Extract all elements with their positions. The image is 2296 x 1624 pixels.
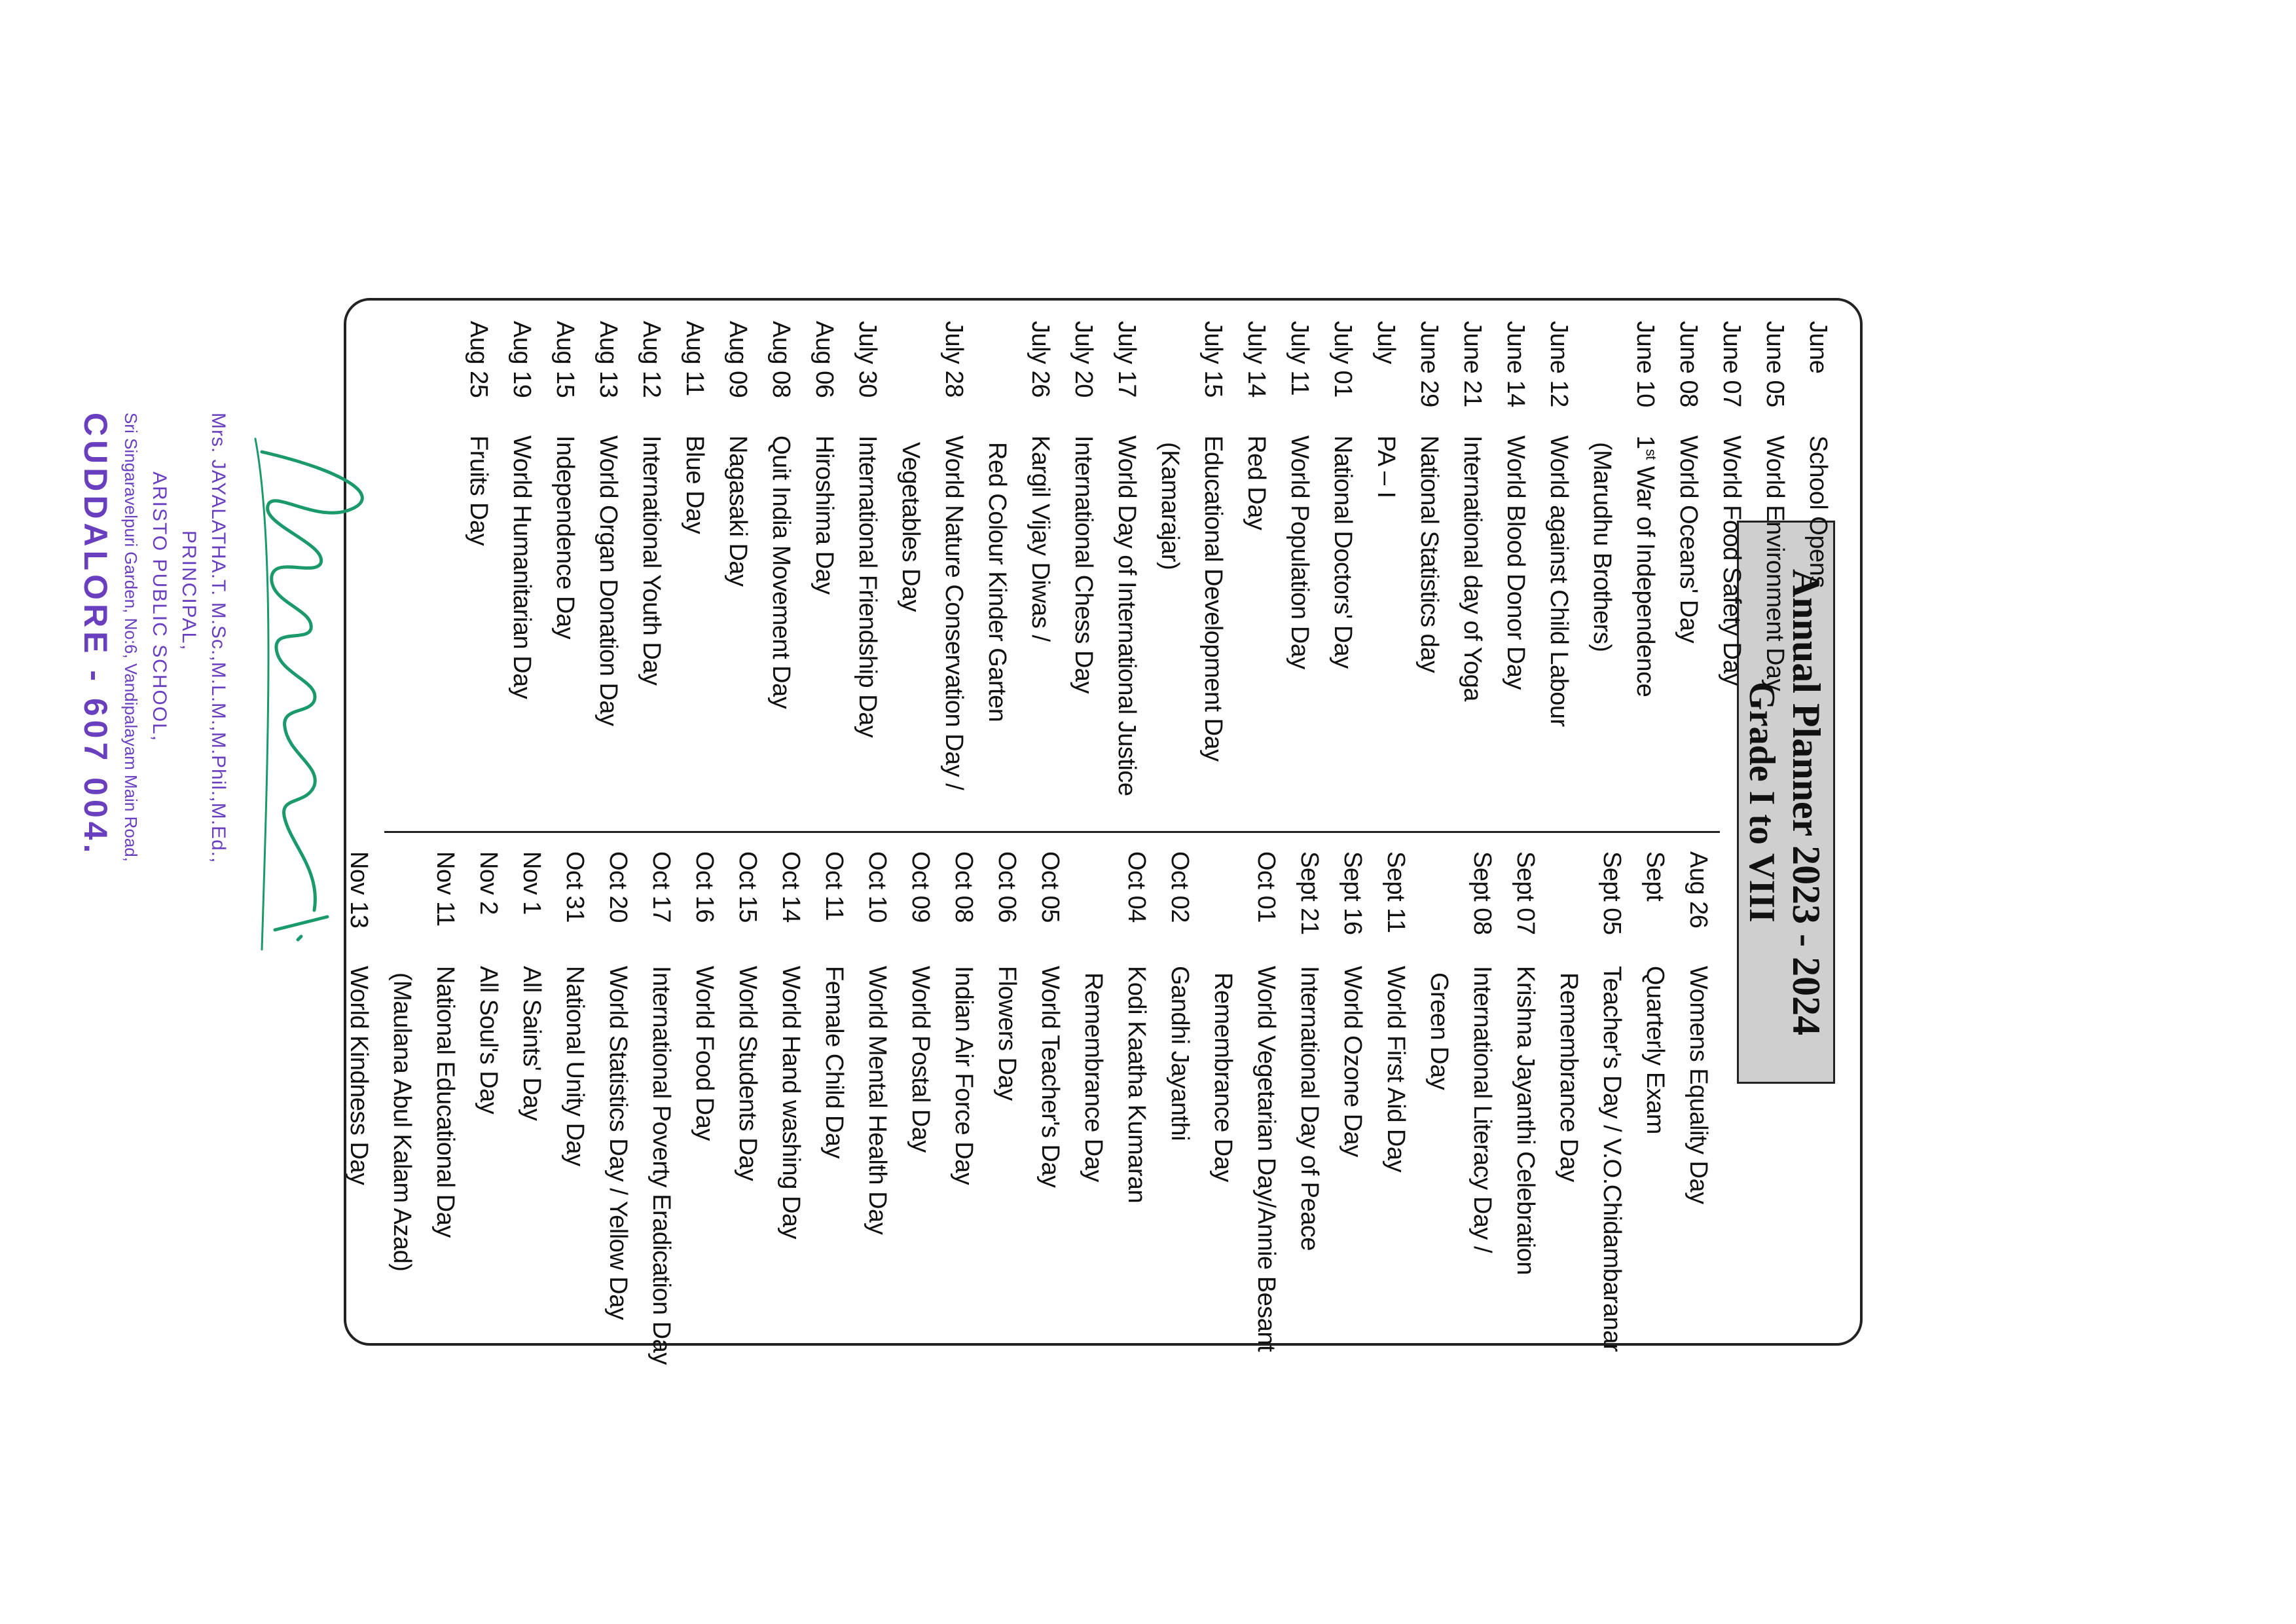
event-date: July — [1372, 321, 1400, 364]
event-row — [1796, 321, 1840, 832]
event-date: Nov 2 — [475, 851, 502, 915]
event-name: World Kindness Day — [345, 966, 373, 1185]
event-name: Independence Day — [551, 435, 579, 640]
event-name: World Environment Day — [1761, 435, 1789, 692]
event-name: World Mental Health Day — [864, 966, 891, 1235]
event-date: July 14 — [1243, 321, 1270, 397]
event-date: Nov 13 — [345, 851, 373, 929]
event-date: Aug 19 — [508, 321, 536, 398]
event-row — [932, 321, 975, 832]
event-date: June 10 — [1631, 321, 1659, 407]
event-row — [759, 321, 803, 832]
event-row — [1148, 321, 1192, 832]
event-date: June 08 — [1675, 321, 1702, 407]
event-date: July 17 — [1113, 321, 1140, 397]
event-row — [457, 321, 500, 832]
event-row — [1537, 321, 1580, 832]
event-name: Flowers Day — [993, 966, 1021, 1101]
event-name: Remembrance Day — [1209, 972, 1237, 1182]
planner-subtitle: Grade I to VIII — [1741, 682, 1782, 923]
event-date: July 11 — [1286, 321, 1313, 396]
stamp-city: CUDDALORE - 607 004. — [77, 413, 114, 857]
event-name: World Ozone Day — [1339, 966, 1366, 1157]
event-date — [1547, 851, 1590, 966]
event-date: Nov 1 — [518, 851, 545, 915]
event-row — [1115, 851, 1158, 1362]
event-row — [769, 851, 812, 1362]
event-date: Oct 09 — [907, 851, 934, 923]
event-date: June 07 — [1718, 321, 1745, 407]
event-name: Nagasaki Day — [724, 435, 752, 587]
event-row — [587, 321, 630, 832]
event-row — [1667, 321, 1710, 832]
event-row — [596, 851, 640, 1362]
event-date: Oct 16 — [691, 851, 718, 923]
event-name: World Food Safety Day — [1718, 435, 1745, 686]
event-row — [1288, 851, 1331, 1362]
event-row — [467, 851, 510, 1362]
event-name: Kargil Vijay Diwas / — [1027, 435, 1054, 642]
event-name: Red Day — [1243, 435, 1270, 530]
event-date — [1201, 851, 1245, 966]
event-name: World First Aid Day — [1382, 966, 1410, 1172]
event-date: Oct 01 — [1252, 851, 1280, 923]
event-date: Oct 20 — [604, 851, 632, 923]
event-name: Teacher's Day / V.O.Chidambaranar — [1598, 966, 1626, 1352]
event-row — [1235, 321, 1278, 832]
event-name: Remembrance Day — [1080, 972, 1107, 1182]
event-date — [889, 321, 932, 435]
event-name: National Doctors' Day — [1329, 435, 1357, 669]
event-row — [510, 851, 553, 1362]
event-name: International day of Yoga — [1459, 435, 1486, 701]
event-row — [1417, 851, 1461, 1362]
event-name: World Organ Donation Day — [594, 435, 622, 726]
event-row — [1321, 321, 1364, 832]
event-date — [975, 321, 1019, 435]
event-name: All Soul's Day — [475, 966, 502, 1115]
stamp-principal-name: Mrs. JAYALATHA.T. M.Sc.,M.L.M.,M.Phil.,M.Ed., — [208, 413, 229, 864]
event-date: Oct 17 — [647, 851, 675, 923]
event-row — [500, 321, 543, 832]
event-row — [1192, 321, 1235, 832]
event-date: June — [1804, 321, 1832, 374]
principal-signature — [229, 413, 426, 989]
event-date: July 01 — [1329, 321, 1357, 397]
event-name: Quarterly Exam — [1641, 966, 1669, 1134]
event-row — [1029, 851, 1072, 1362]
event-row — [1201, 851, 1245, 1362]
event-row — [975, 321, 1019, 832]
event-row — [1633, 851, 1677, 1362]
event-row — [846, 321, 889, 832]
event-name: World Blood Donor Day — [1502, 435, 1529, 690]
event-row — [1364, 321, 1408, 832]
event-name: World Statistics Day / Yellow Day — [604, 966, 632, 1320]
event-name: International Friendship Day — [854, 435, 881, 738]
event-date: Aug 26 — [1685, 851, 1712, 929]
event-name: World Population Day — [1286, 435, 1313, 669]
event-row — [1245, 851, 1288, 1362]
event-name: World Oceans' Day — [1675, 435, 1702, 643]
event-name: Remembrance Day — [1555, 972, 1582, 1182]
event-name: World Postal Day — [907, 966, 934, 1153]
event-date: July 28 — [940, 321, 968, 397]
event-name: Fruits Day — [465, 435, 492, 546]
event-date: Oct 14 — [777, 851, 805, 923]
event-date: Sept 05 — [1598, 851, 1626, 935]
event-row — [899, 851, 942, 1362]
stamp-school-name: ARISTO PUBLIC SCHOOL, — [149, 471, 170, 743]
event-name: World Teacher's Day — [1036, 966, 1064, 1188]
event-row — [1753, 321, 1796, 832]
event-name: Gandhi Jayanthi — [1166, 966, 1194, 1141]
stamp-address: Sri Singaravelpuri Garden, No:6, Vandipalayam Main Road, — [121, 413, 141, 862]
event-name: World Food Day — [691, 966, 718, 1141]
event-date: Aug 12 — [638, 321, 665, 398]
event-date — [1580, 321, 1624, 435]
event-row — [543, 321, 587, 832]
event-name: World Humanitarian Day — [508, 435, 536, 699]
event-name: All Saints' Day — [518, 966, 545, 1121]
event-date: June 21 — [1459, 321, 1486, 407]
event-row — [683, 851, 726, 1362]
event-date: Aug 13 — [594, 321, 622, 398]
stamp-role: PRINCIPAL, — [178, 530, 200, 652]
event-name: (Marudhu Brothers) — [1588, 442, 1616, 652]
event-date: Oct 02 — [1166, 851, 1194, 923]
left-event-column — [457, 321, 1840, 832]
event-date: Oct 04 — [1123, 851, 1150, 923]
event-row — [803, 321, 846, 832]
event-row — [424, 851, 467, 1362]
event-row — [1710, 321, 1753, 832]
event-date: June 12 — [1545, 321, 1573, 407]
event-row — [726, 851, 769, 1362]
event-date — [1072, 851, 1115, 966]
event-date: Oct 11 — [820, 851, 848, 921]
event-row — [630, 321, 673, 832]
event-row — [1547, 851, 1590, 1362]
event-date: Oct 06 — [993, 851, 1021, 923]
event-name: International Literacy Day / — [1468, 966, 1496, 1253]
event-row — [1158, 851, 1201, 1362]
event-name: National Unity Day — [561, 966, 589, 1166]
event-row — [1677, 851, 1720, 1362]
event-date: Oct 15 — [734, 851, 761, 923]
event-date: Aug 15 — [551, 321, 579, 398]
event-name: International Youth Day — [638, 435, 665, 686]
event-date: June 29 — [1415, 321, 1443, 407]
event-row — [1019, 321, 1062, 832]
event-name: Quit India Movement Day — [767, 435, 795, 709]
event-date: Sept 08 — [1468, 851, 1496, 935]
event-date: Sept 16 — [1339, 851, 1366, 935]
event-name: Indian Air Force Day — [950, 966, 977, 1185]
event-name: Vegetables Day — [897, 442, 924, 612]
event-name: Hiroshima Day — [811, 435, 838, 595]
event-date: July 30 — [854, 321, 881, 397]
event-date: June 05 — [1761, 321, 1789, 407]
event-name: National Statistics day — [1415, 435, 1443, 673]
principal-stamp — [20, 413, 426, 989]
event-name: World Nature Conservation Day / — [940, 435, 968, 790]
event-text: War of Independence — [1631, 459, 1659, 697]
right-event-column — [337, 851, 1720, 1365]
event-date — [1417, 851, 1461, 966]
event-date: Aug 09 — [724, 321, 752, 398]
event-date: Sept — [1641, 851, 1669, 902]
annual-planner-page — [344, 298, 1863, 1365]
event-name: World Hand washing Day — [777, 966, 805, 1240]
event-row — [1062, 321, 1105, 832]
event-row — [942, 851, 985, 1362]
event-row — [1278, 321, 1321, 832]
event-date: Aug 08 — [767, 321, 795, 398]
event-row — [1504, 851, 1547, 1362]
event-date — [1148, 321, 1192, 435]
event-name: International Day of Peace — [1296, 966, 1323, 1251]
event-name: Educational Development Day — [1199, 435, 1227, 762]
event-name: (Maulana Abul Kalam Azad) — [388, 972, 416, 1272]
event-row — [1374, 851, 1417, 1362]
event-row — [1408, 321, 1451, 832]
event-ordinal-suffix: st — [1643, 449, 1660, 460]
event-date: Aug 25 — [465, 321, 492, 398]
event-date: June 14 — [1502, 321, 1529, 407]
event-row — [1624, 321, 1667, 832]
event-row — [640, 851, 683, 1365]
event-name: Krishna Jayanthi Celebration — [1512, 966, 1539, 1275]
event-date: Nov 11 — [431, 851, 459, 927]
event-row — [856, 851, 899, 1362]
event-date: Oct 08 — [950, 851, 977, 923]
event-name: Female Child Day — [820, 966, 848, 1158]
event-name: International Poverty Eradication Day — [647, 966, 675, 1365]
event-name: Green Day — [1425, 972, 1453, 1090]
event-row — [1451, 321, 1494, 832]
event-name: PA – I — [1372, 435, 1400, 498]
event-row — [1072, 851, 1115, 1362]
event-row — [673, 321, 716, 832]
event-row — [812, 851, 856, 1362]
event-row — [716, 321, 759, 832]
event-date: Oct 31 — [561, 851, 589, 923]
event-date: Sept 21 — [1296, 851, 1323, 935]
event-name: National Educational Day — [431, 966, 459, 1238]
event-date: Sept 07 — [1512, 851, 1539, 935]
event-date: Aug 06 — [811, 321, 838, 398]
event-date: Oct 05 — [1036, 851, 1064, 923]
event-name: School Opens — [1804, 435, 1832, 588]
event-ordinal: 1 — [1631, 435, 1659, 449]
event-name: World against Child Labour — [1545, 435, 1573, 727]
event-row — [1331, 851, 1374, 1362]
event-row — [1494, 321, 1537, 832]
event-row — [1580, 321, 1624, 832]
event-date: Oct 10 — [864, 851, 891, 923]
event-name: World Students Day — [734, 966, 761, 1181]
event-row — [889, 321, 932, 832]
event-name — [1624, 435, 1667, 832]
event-name: (Kamarajar) — [1156, 442, 1184, 570]
event-name: World Day of International Justice — [1113, 435, 1140, 796]
event-row — [1461, 851, 1504, 1362]
planner-title: Annual Planner 2023 - 2024 — [1785, 568, 1828, 1036]
event-name: World Vegetarian Day/Annie Besant — [1252, 966, 1280, 1352]
event-date: Sept 11 — [1382, 851, 1410, 933]
event-name: Kodi Kaatha Kumaran — [1123, 966, 1150, 1204]
event-name: Womens Equality Day — [1685, 966, 1712, 1204]
event-name: Blue Day — [681, 435, 708, 534]
event-row — [985, 851, 1029, 1362]
event-row — [1590, 851, 1633, 1362]
event-date: Aug 11 — [681, 321, 708, 396]
event-date: July 15 — [1199, 321, 1227, 397]
event-row — [1105, 321, 1148, 832]
event-date: July 20 — [1070, 321, 1097, 397]
event-name: Red Colour Kinder Garten — [983, 442, 1011, 722]
event-row — [553, 851, 596, 1362]
event-date: July 26 — [1027, 321, 1054, 397]
event-name: International Chess Day — [1070, 435, 1097, 694]
